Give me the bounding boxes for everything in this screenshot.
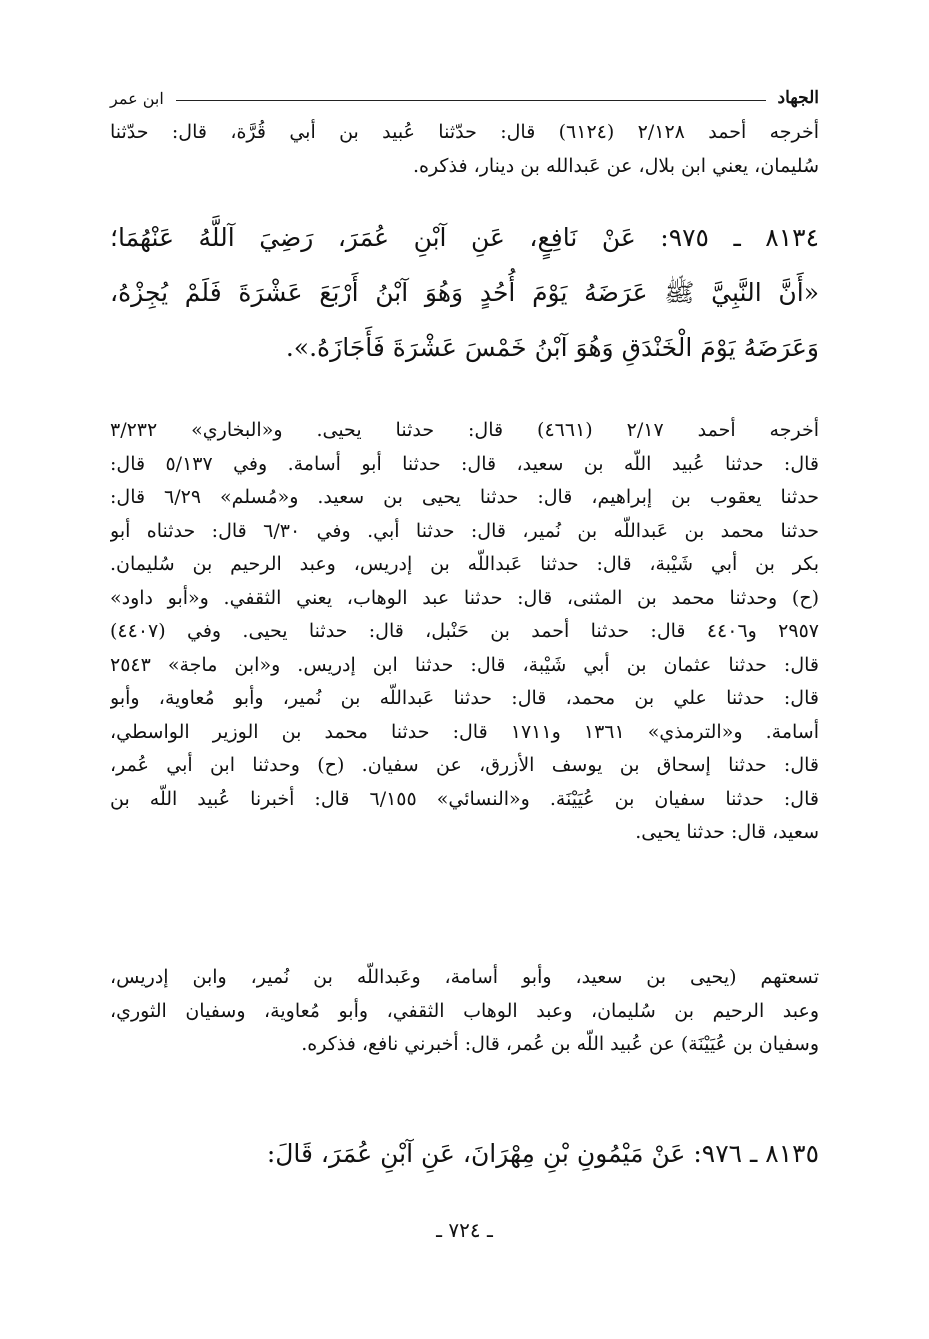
text-line: وعبد الرحيم بن سُليمان، وعبد الوهاب الثقفي، وأبو مُعاوية، وسفيان الثوري،	[110, 999, 819, 1022]
text-line: أسامة. و«الترمذي» ١٣٦١ و١٧١١ قال: حدثنا محمد بن الوزير الواسطي،	[110, 720, 819, 743]
text-line: حدثنا يعقوب بن إبراهيم، قال: حدثنا يحيى بن سعيد. و«مُسلم» ٦/٢٩ قال:	[110, 486, 819, 508]
hadith-heading: ٨١٣٤ ـ ٩٧٥: عَنْ نَافِعٍ، عَنِ آبْنِ عُمَرَ، رَضِيَ آللَّهُ عَنْهُمَا؛	[110, 223, 819, 252]
header-rule	[176, 100, 766, 101]
text-line: سعيد، قال: حدثنا يحيى.	[635, 821, 819, 843]
text-line: قال: حدثنا علي بن محمد، قال: حدثنا عَبداللّه بن نُمير، وأبو مُعاوية، وأبو	[110, 687, 819, 709]
text-line: أخرجه أحمد ٢/١٢٨ (٦١٢٤) قال: حدّثنا عُبيد بن أبي قُرَّة، قال: حدّثنا	[110, 121, 819, 143]
text-line: قال: حدثنا سفيان بن عُيَيْنَة. و«النسائي» ٦/١٥٥ قال: أخبرنا عُبيد اللّه بن	[110, 787, 819, 810]
hadith-heading: ٨١٣٥ ـ ٩٧٦: عَنْ مَيْمُونِ بْنِ مِهْرَانَ، عَنِ آبْنِ عُمَرَ، قَالَ:	[266, 1139, 819, 1168]
hadith-text-line: «أَنَّ النَّبِيَّ ﷺ عَرَضَهُ يَوْمَ أُحُدٍ وَهُوَ آبْنُ أَرْبَعَ عَشْرَةَ فَلَمْ يُجِزْهُ،	[110, 278, 819, 307]
running-header	[110, 86, 819, 110]
text-line: بكر بن أبي شَيْبة، قال: حدثنا عَبداللّه بن إدريس، وعبد الرحيم بن سُليمان.	[110, 553, 819, 575]
text-line: سُليمان، يعني ابن بلال، عن عَبدالله بن دينار، فذكره.	[412, 154, 819, 177]
text-line: قال: حدثنا إسحاق بن يوسف الأزرق، عن سفيان. (ح) وحدثنا ابن أبي عُمر،	[110, 754, 819, 776]
page-number: ـ ٧٢٤ ـ	[436, 1218, 493, 1242]
text-line: تسعتهم (يحيى بن سعيد، وأبو أسامة، وعَبداللّه بن نُمير، وابن إدريس،	[110, 966, 819, 988]
text-line: قال: حدثنا عثمان بن أبي شَيْبة، قال: حدثنا ابن إدريس. و«ابن ماجة» ٢٥٤٣	[110, 653, 819, 676]
hadith-8134	[110, 210, 819, 375]
text-line: (ح) وحدثنا محمد بن المثنى، قال: حدثنا عبد الوهاب، يعني الثقفي. و«أبو داود»	[110, 586, 819, 609]
takhrij-note-1	[110, 116, 819, 183]
text-line: وسفيان بن عُيَيْنَة) عن عُبيد اللّه بن عُمر، قال: أخبرني نافع، فذكره.	[301, 1033, 819, 1055]
text-line: ٢٩٥٧ و٤٤٠٦ قال: حدثنا أحمد بن حَنْبل، قال: حدثنا يحيى. وفي (٤٤٠٧)	[110, 620, 819, 642]
takhrij-note-3	[110, 961, 819, 1062]
text-line: حدثنا محمد بن عَبداللّه بن نُمير، قال: حدثنا أبي. وفي ٦/٣٠ قال: حدثناه أبو	[110, 519, 819, 542]
text-line: قال: حدثنا عُبيد اللّه بن سعيد، قال: حدثنا أبو أسامة. وفي ٥/١٣٧ قال:	[110, 452, 819, 475]
takhrij-note-2	[110, 414, 819, 850]
chapter-title: الجهاد	[777, 88, 819, 108]
narrator-title: ابن عمر	[110, 88, 164, 108]
text-line: أخرجه أحمد ٢/١٧ (٤٦٦١) قال: حدثنا يحيى. و«البخاري» ٣/٢٣٢	[110, 419, 819, 441]
hadith-text-line: وَعَرَضَهُ يَوْمَ الْخَنْدَقِ وَهُوَ آبْنُ خَمْسَ عَشْرَةَ فَأَجَازَهُ.».	[285, 333, 819, 362]
hadith-8135	[110, 1126, 819, 1181]
